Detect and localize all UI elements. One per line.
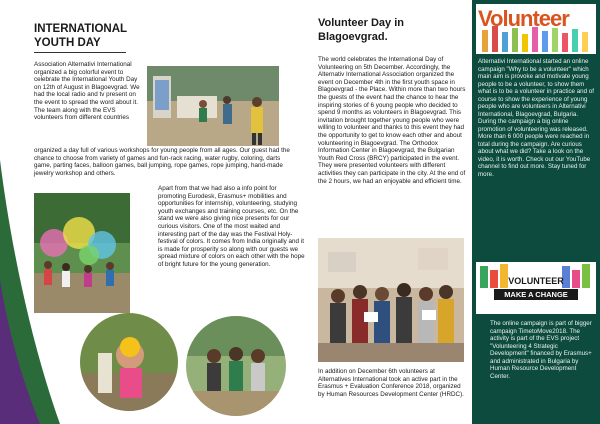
- colorful-hands-illustration: [476, 262, 596, 314]
- photo-booth-outdoor: [147, 66, 279, 146]
- volunteer-logo-text: Volunteer: [478, 6, 569, 31]
- title-underline: [34, 52, 126, 53]
- make-a-change-banner: [476, 262, 596, 314]
- youth-day-paragraph-2: organized a day full of various workshops for young people from all ages. Our guest had the chance to choose from variety of games and fun-rack racing, water rugby, coloring, darts game, parting faces, balloon games, ball jumping, rope games, rope jumping, hand-made jewelry workshop and others.: [34, 147, 290, 177]
- right-panel: [472, 0, 600, 424]
- banner-volunteer-text: VOLUNTEER: [508, 276, 564, 286]
- youth-day-title: INTERNATIONAL YOUTH DAY: [34, 23, 127, 49]
- volunteer-logo-box: [476, 4, 596, 54]
- banner-make-a-change-text: MAKE A CHANGE: [494, 289, 578, 300]
- campaign-paragraph-1: Alternativi International started an online campaign "Why to be a volunteer" which main aim is provoke and motivate young people to be a volunteer, to show them what is to be a volunteer in practice and of course to show the experience of young people who are volunteers in Alternativi International, Blagoevgrad, Bulgaria. During the campaign a big online promotion of volunteering was released. More than 6 000 people were reached in total during the campaign. Are curious about what we did? Take a look on the video, it is worth. Check out our YouTube channel to find out more. Stay tuned for more.: [478, 58, 594, 178]
- volunteer-day-title: Volunteer Day in Blagoevgrad.: [318, 17, 404, 43]
- photo-face-painting-circle: [80, 313, 178, 411]
- campaign-paragraph-2: The online campaign is part of bigger campaign TimetoMove2018. The activity is part of the EVS project "Volunteering 4 Strategic Development" financed by Erasmus+ and administrated in Bulgaria by Human Resource Development Center.: [490, 320, 592, 380]
- youth-day-paragraph-1: Association Alternativi International organized a big colorful event to celebrate the International Youth Day on 12th of August in Blagoevgrad. We had the local radio and tv present on the event to spread the word about it. The team along with the EVS volunteers from different countries: [34, 61, 140, 122]
- photo-group-circle: [186, 316, 286, 416]
- volunteer-day-paragraph-1: The world celebrates the International Day of Volunteering on 5th December. Accordingly, the Alternativ International Association organized the event on December 4th in the first youth space in Blagoevgrad - the Place. Within more than two hours the guests of the event had the chance to hear the inspiring stories of 6 young people who decided to spend 9 months as volunteers in Blagoevgrad. This invitation brought together young people who were willing to volunteer and thanks to this event they had the opportunity to get to know each other and about volunteering in Blagoevgrad. The Orthodox Information Center in Blagoevgrad, the Bulgarian Youth Red Cross (BRCY) participated in the event. They were presented volunteers with different activities they can participate in the city. At the end of the 2 hours, we had an enjoyable and efficient time.: [318, 56, 466, 185]
- photo-volunteer-group: [318, 238, 464, 362]
- volunteer-day-paragraph-2: In addition on December 6th volunteers at Alternatives International took an active part in the Erasmus + Evaluation Conference 2018, organized by Human Resources Development Center (HRDC).: [318, 368, 464, 398]
- youth-day-paragraph-3: Apart from that we had also a info point for promoting Eurodesk, Erasmus+ mobilities and opportunities for internship, volunteering, studying youth exchanges and training courses, etc. On the stand we were also giving nice presents for our curious visitors. One of the most waited and interesting part of the day was the Festival Holy-festival of colors. It comes from India originally and it is made for prosperity so along with our guests we spread mixture of colors on each other with the hope of bright future for the young generation.: [158, 185, 305, 268]
- decorative-sweep: [0, 160, 60, 424]
